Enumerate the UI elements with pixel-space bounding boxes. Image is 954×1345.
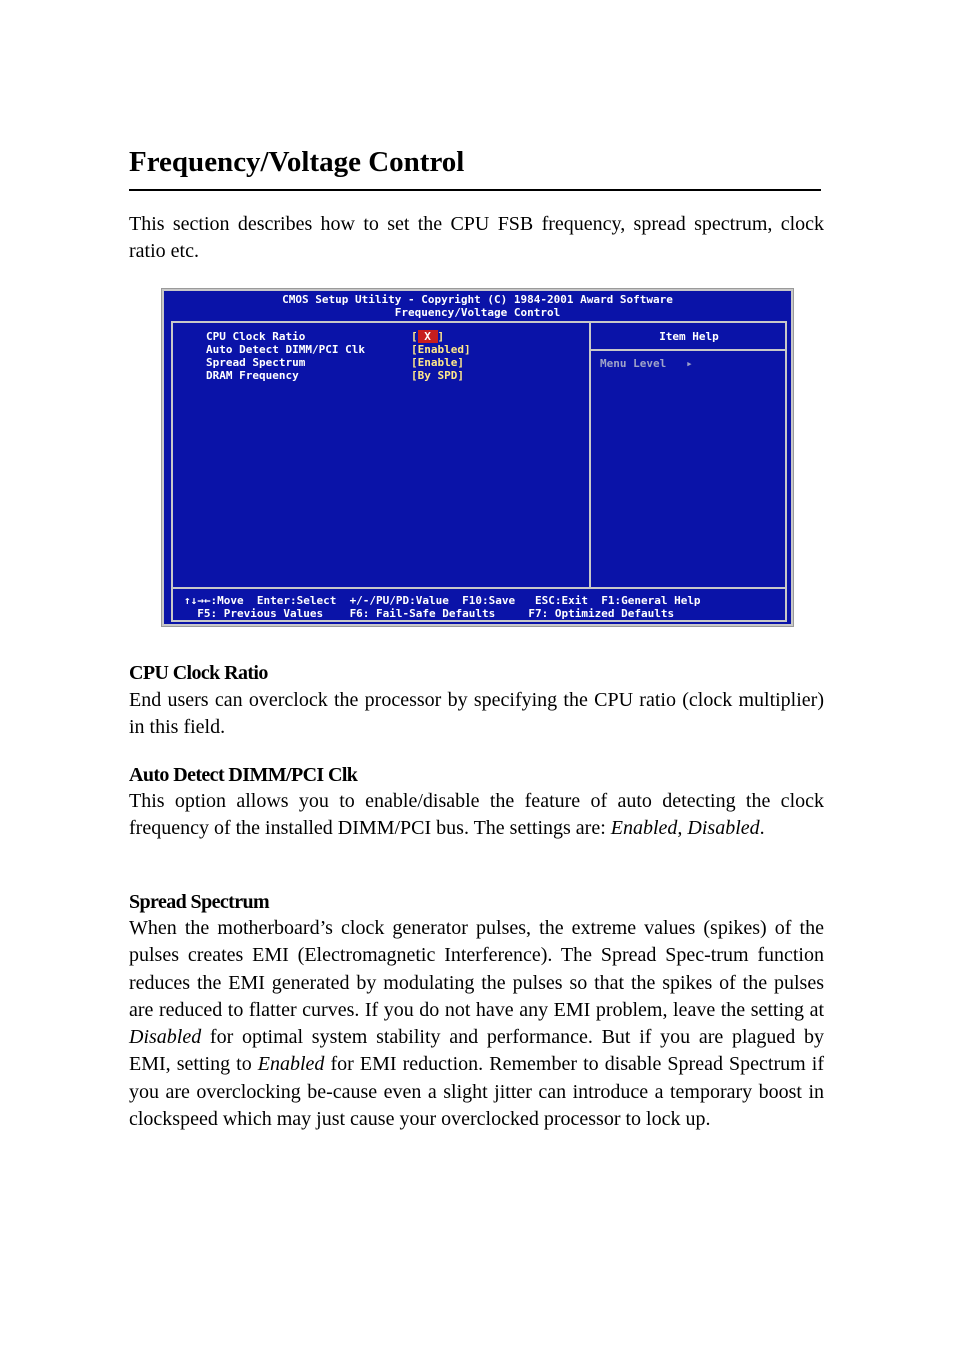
body-emphasis: Disabled bbox=[129, 1026, 202, 1049]
body-text: This option allows you to enable/disable the feature of auto detecting the clock frequency of the installed DIMM/PCI bus. The settings are: bbox=[129, 790, 824, 840]
section-body-spread-spectrum bbox=[129, 915, 824, 1133]
body-text: for EMI reduction. Remember to disable Spread Spectrum if you are overclocking be-cause even a slight jitter can introduce a temporary boost in clockspeed which may just cause your overclocked processor to lock up. bbox=[129, 1053, 824, 1131]
section-body-cpu-clock-ratio: End users can overclock the processor by specifying the CPU ratio (clock multiplier) in this field. bbox=[129, 689, 824, 739]
bios-menu-level: Menu Level ▸ bbox=[600, 357, 693, 370]
bios-footer-line2: F5: Previous Values F6: Fail-Safe Defaults F7: Optimized Defaults bbox=[184, 607, 675, 620]
bios-item-cpu-clock-ratio[interactable]: CPU Clock Ratio bbox=[206, 330, 306, 343]
body-emphasis: Enabled, Disabled bbox=[610, 817, 760, 840]
bios-footer-line1: ↑↓→←:Move Enter:Select +/-/PU/PD:Value F10:Save ESC:Exit F1:General Help bbox=[184, 594, 701, 607]
bios-item-spread-spectrum[interactable]: Spread Spectrum bbox=[206, 356, 306, 369]
bios-header-subtitle: Frequency/Voltage Control bbox=[394, 306, 561, 319]
bios-value-selected: X bbox=[417, 330, 438, 343]
bios-value-cpu-clock-ratio[interactable] bbox=[411, 330, 444, 343]
body-text: When the motherboard’s clock generator pulses, the extreme values (spikes) of the pulses creates EMI (Electromagnetic Interference). The Spread Spec-trum function reduces the EMI generated by modulating the pulses so that the spikes of the pulses are reduced to flatter curves. If you do not have any EMI problem, leave the setting at bbox=[129, 917, 824, 1021]
body-text: for optimal system stability and performance. But if you are plagued by EMI, setting to bbox=[129, 1026, 824, 1076]
bios-header-title: CMOS Setup Utility - Copyright (C) 1984-2001 Award Software bbox=[282, 293, 673, 306]
bios-value-bracket-close: ] bbox=[437, 330, 445, 343]
body-text: . bbox=[759, 817, 765, 840]
intro-paragraph: This section describes how to set the CPU FSB frequency, spread spectrum, clock ratio etc. bbox=[129, 213, 824, 263]
section-heading-auto-detect: Auto Detect DIMM/PCI Clk bbox=[129, 764, 358, 786]
title-divider bbox=[129, 189, 821, 191]
body-emphasis: Enabled bbox=[257, 1053, 325, 1076]
section-body-auto-detect bbox=[129, 788, 824, 843]
page-title: Frequency/Voltage Control bbox=[129, 146, 465, 178]
bios-value-dram-frequency[interactable]: [By SPD] bbox=[411, 369, 464, 382]
bios-item-auto-detect-dimm[interactable]: Auto Detect DIMM/PCI Clk bbox=[206, 343, 365, 356]
bios-screen bbox=[164, 291, 791, 624]
section-heading-spread-spectrum: Spread Spectrum bbox=[129, 891, 270, 913]
bios-value-bracket-open: [ bbox=[411, 330, 418, 343]
bios-value-spread-spectrum[interactable]: [Enable] bbox=[411, 356, 464, 369]
bios-screenshot bbox=[161, 288, 794, 627]
section-heading-cpu-clock-ratio: CPU Clock Ratio bbox=[129, 662, 268, 684]
bios-item-dram-frequency[interactable]: DRAM Frequency bbox=[206, 369, 299, 382]
bios-value-auto-detect-dimm[interactable]: [Enabled] bbox=[411, 343, 471, 356]
bios-help-title: Item Help bbox=[659, 330, 719, 343]
